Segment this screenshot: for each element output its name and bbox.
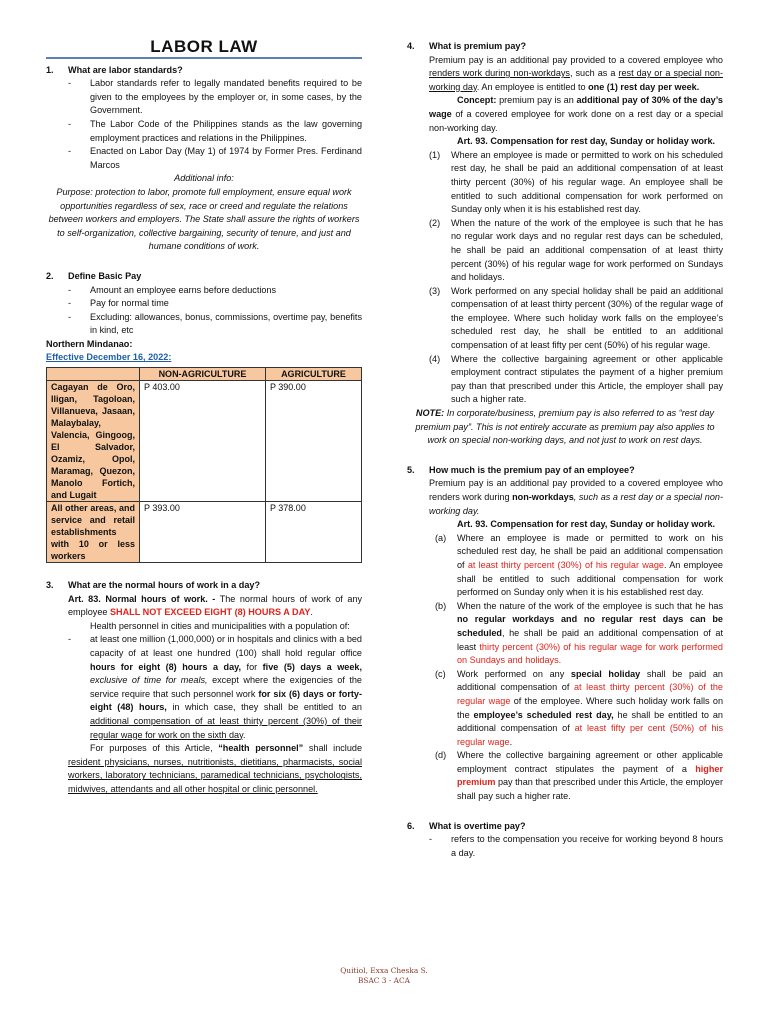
list-item: - refers to the compensation you receive for working beyond 8 hours a day. [451, 833, 723, 860]
additional-info-heading: Additional info: [174, 173, 234, 184]
table-header-row [47, 368, 362, 381]
list-item: (2) When the nature of the work of the employee is such that he has no regular work days and no regular rest days can be scheduled, he shall be paid an additional compensation of at least thirty percent (30%) of his regular wage for work performed on Sundays and holidays. [429, 217, 723, 283]
table-row [47, 502, 362, 563]
table-cell-nonagri: P 403.00 [140, 381, 266, 502]
list-item: - Enacted on Labor Day (May 1) of 1974 by Former Pres. Ferdinand Marcos [90, 145, 362, 172]
health-personnel-definition: For purposes of this Article, “health personnel” shall include resident physicians, nurses, nutritionists, dietitians, pharmacists, social workers, laboratory technicians, paramedical technicians, psychologists, midwives, attendants and all other hospital or clinic personnel. [68, 743, 363, 794]
table-cell-agri: P 390.00 [265, 381, 361, 502]
question-4-text: What is premium pay? [429, 41, 527, 51]
table-header-blank [47, 368, 140, 381]
additional-info-text: Purpose: protection to labor, promote full employment, ensure equal work opportunities regardless of sex, race or creed and regulate the relations between workers and employers. The State shall assure the rights of workers to self-organization, collective bargaining, security of tenure, and just and humane conditions of work. [48, 186, 360, 252]
page-footer [0, 966, 768, 986]
question-3-number: 3. [46, 580, 54, 591]
list-item: - Pay for normal time [90, 297, 362, 311]
question-6 [407, 820, 723, 834]
region-label: Northern Mindanao: [46, 338, 133, 349]
article-93-heading-2: Art. 93. Compensation for rest day, Sunday or holiday work. [457, 519, 716, 530]
article-93-list [407, 149, 723, 407]
table-header-agri: AGRICULTURE [265, 368, 361, 381]
right-column [407, 0, 723, 860]
premium-pay-concept: Concept: premium pay is an additional pay of 30% of the day’s wage of a covered employee for work done on a rest day or a special non-working day. [429, 95, 723, 133]
health-personnel-list [46, 633, 362, 742]
question-6-number: 6. [407, 820, 415, 831]
list-item: (3) Work performed on any special holiday shall be paid an additional compensation of at least thirty percent (30%) of the regular wage of the employee. Where such holiday work falls on the employee’s scheduled rest day, he shall be entitled to an additional compensation of at least fifty per cent (50%) of his regular wage. [429, 285, 723, 351]
table-cell-agri: P 378.00 [265, 502, 361, 563]
author-section: BSAC 3 - ACA [357, 976, 411, 985]
list-item: - Amount an employee earns before deductions [90, 284, 362, 298]
list-item: - Excluding: allowances, bonus, commissions, overtime pay, benefits in kind, etc [90, 311, 362, 338]
article-83: Art. 83. Normal hours of work. - The normal hours of work of any employee SHALL NOT EXCEED EIGHT (8) HOURS A DAY. [68, 593, 363, 618]
question-5 [407, 464, 723, 478]
page-title: LABOR LAW [150, 37, 258, 56]
overtime-list [407, 833, 723, 860]
question-1-text: What are labor standards? [68, 64, 183, 75]
question-4-number: 4. [407, 41, 415, 51]
list-item: - at least one million (1,000,000) or in hospitals and clinics with a bed capacity of at least one hundred (100) shall hold regular office hours for eight (8) hours a day, for five (5) days a week, exclusive of time for meals, except where the exigencies of the service require that such personnel work for six (6) days or forty-eight (48) hours, in which case, they shall be entitled to an additional compensation of at least thirty percent (30%) of their regular wage for work on the sixth day. [90, 633, 362, 742]
left-column [46, 0, 362, 797]
question-1-number: 1. [46, 64, 54, 75]
health-personnel-intro: Health personnel in cities and municipalities with a population of: [90, 620, 350, 631]
question-1 [46, 64, 362, 78]
list-item: (1) Where an employee is made or permitted to work on his scheduled rest day, he shall be paid an additional compensation of at least thirty percent (30%) of his regular wage. An employee shall be entitled to such additional compensation for work performed on Sunday only when it is his established rest day. [429, 149, 723, 215]
table-cell-area: Cagayan de Oro, Iligan, Tagoloan, Villanueva, Jasaan, Malaybalay, Valencia, Gingoog, El Salvador, Ozamiz, Opol, Maramag, Quezon, Manolo Fortich, and Lugait [47, 381, 140, 502]
list-item: (a) Where an employee is made or permitted to work on his scheduled rest day, he shall be paid an additional compensation of at least thirty percent (30%) of his regular wage. An employee shall be entitled to such additional compensation for work performed on Sunday only when it is his established rest day. [435, 532, 723, 598]
question-3 [46, 579, 362, 593]
list-item: - Labor standards refer to legally mandated benefits required to be given to the employees by the employer or, in some cases, by the Government. [90, 77, 362, 118]
article-93-list-2 [407, 532, 723, 804]
question-2-text: Define Basic Pay [68, 270, 142, 281]
author-name: Quitiol, Exxa Cheska S. [340, 966, 428, 975]
article-93-heading: Art. 93. Compensation for rest day, Sunday or holiday work. [457, 136, 716, 147]
table-cell-area: All other areas, and service and retail establishments with 10 or less workers [47, 502, 140, 563]
question-5-text: How much is the premium pay of an employee? [429, 464, 635, 475]
question-2-number: 2. [46, 270, 54, 281]
basic-pay-list [46, 284, 362, 338]
question-2 [46, 270, 362, 284]
labor-standards-list [46, 77, 362, 172]
minimum-wage-table [46, 367, 362, 563]
premium-pay-note: NOTE: In corporate/business, premium pay is also referred to as “rest day premium pay”. This is not entirely accurate as premium pay also applies to work on special non-working days, and not just to work on rest days. [415, 408, 715, 446]
list-item: (c) Work performed on any special holiday shall be paid an additional compensation of at least thirty percent (30%) of the regular wage of the employee. Where such holiday work falls on the employee’s scheduled rest day, he shall be entitled to an additional compensation of at least fifty per cent (50%) of his regular wage. [435, 668, 724, 747]
question-6-text: What is overtime pay? [429, 820, 526, 831]
list-item: - The Labor Code of the Philippines stands as the law governing employment practices and relations in the Philippines. [90, 118, 362, 145]
question-4 [407, 40, 723, 54]
table-row [47, 381, 362, 502]
list-item: (d) Where the collective bargaining agreement or other applicable employment contract stipulates the payment of a higher premium pay than that prescribed under this Article, the employer shall pay such a higher rate. [435, 750, 723, 802]
title-underline [46, 57, 362, 59]
effective-date-link[interactable]: Effective December 16, 2022: [46, 352, 172, 363]
question-3-text: What are the normal hours of work in a day? [68, 580, 261, 591]
table-cell-nonagri: P 393.00 [140, 502, 266, 563]
table-header-nonagri: NON-AGRICULTURE [140, 368, 266, 381]
premium-pay-definition: Premium pay is an additional pay provided to a covered employee who renders work during non-workdays, such as a rest day or a special non-working day. An employee is entitled to one (1) rest day per week. [429, 54, 723, 92]
list-item: (4) Where the collective bargaining agreement or other applicable employment contract stipulates the payment of a higher premium pay than that prescribed under this Article, the employer shall pay such a higher rate. [429, 353, 723, 405]
question-5-number: 5. [407, 464, 415, 475]
premium-pay-explanation: Premium pay is an additional pay provided to a covered employee who renders work during non-workdays, such as a rest day or a special non-working day. [429, 478, 723, 516]
list-item: (b) When the nature of the work of the employee is such that he has no regular workdays and no regular rest days can be scheduled, he shall be paid an additional compensation of at least thirty percent (30%) of his regular wage for work performed on Sundays and holidays. [435, 600, 723, 666]
